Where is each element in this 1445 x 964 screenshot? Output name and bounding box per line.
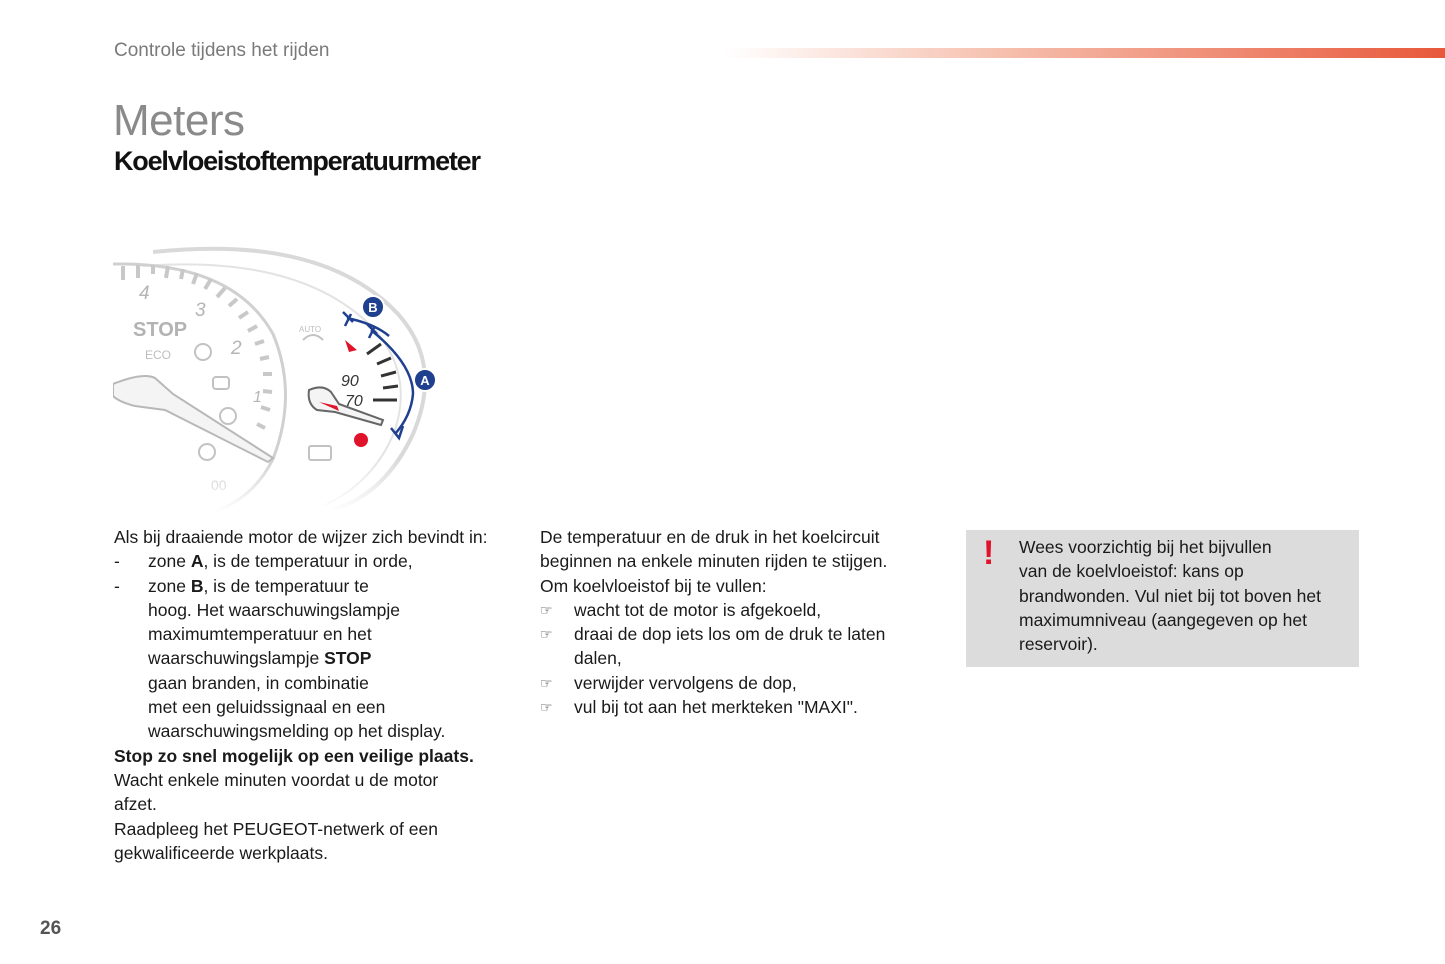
intro-text: Als bij draaiende motor de wijzer zich bevindt in: [114, 527, 488, 547]
zone-b-suffix: , is de temperatuur te [203, 575, 369, 596]
step-item [540, 622, 935, 671]
section-title: Koelvloeistoftemperatuurmeter [114, 146, 480, 176]
zone-b-line: maximumtemperatuur en het [148, 624, 372, 645]
zone-b-stop-line [148, 646, 514, 670]
warning-line: maximumniveau (aangegeven op het [1019, 609, 1307, 630]
pointing-hand-icon: ☞ [540, 626, 553, 643]
intro-line: Om koelvloeistof bij te vullen: [540, 575, 767, 596]
list-item-zone-b [114, 574, 514, 744]
page-number: 26 [40, 918, 62, 939]
step-text: wacht tot de motor is afgekoeld, [574, 599, 822, 620]
intro-line: beginnen na enkele minuten rijden te stijgen. [540, 551, 888, 572]
zone-b-line: waarschuwingsmelding op het display. [148, 721, 446, 742]
text-column-1 [114, 525, 514, 865]
wait-text-line: afzet. [114, 794, 157, 815]
step-item [540, 695, 935, 719]
step-text: vul bij tot aan het merkteken "MAXI". [574, 697, 858, 718]
warning-text [1019, 535, 1321, 656]
zone-b-line: gaan branden, in combinatie [148, 672, 369, 693]
coolant-gauge-illustration [113, 244, 453, 512]
warning-line: Wees voorzichtig bij het bijvullen [1019, 537, 1272, 557]
zone-b-prefix: zone [148, 575, 191, 596]
zone-b-stop-prefix: waarschuwingslampje [148, 648, 325, 669]
consult-text-line: Raadpleeg het PEUGEOT-netwerk of een [114, 818, 438, 839]
step-text: draai de dop iets los om de druk te laten [574, 624, 886, 645]
zone-a-letter: A [190, 551, 204, 572]
pointing-hand-icon: ☞ [540, 674, 553, 691]
warning-line: van de koelvloeistof: kans op [1019, 561, 1244, 582]
wait-text-line: Wacht enkele minuten voordat u de motor [114, 769, 439, 790]
pointing-hand-icon: ☞ [540, 601, 553, 618]
zone-a-suffix: , is de temperatuur in orde, [203, 551, 413, 572]
step-item [540, 671, 935, 695]
consult-text-line: gekwalificeerde werkplaats. [114, 842, 328, 863]
step-item [540, 598, 935, 622]
zone-b-line: hoog. Het waarschuwingslampje [148, 599, 400, 620]
warning-line: reservoir). [1019, 634, 1098, 655]
step-text: verwijder vervolgens de dop, [574, 672, 797, 693]
header-accent-bar [725, 48, 1445, 58]
warning-box [966, 530, 1359, 667]
intro-line: De temperatuur en de druk in het koelcircuit [540, 527, 880, 547]
bullet-dash: - [114, 551, 120, 572]
zone-b-stop-word: STOP [324, 648, 372, 669]
warning-line: brandwonden. Vul niet bij tot boven het [1019, 585, 1321, 606]
text-column-2 [540, 525, 935, 719]
zone-a-prefix: zone [148, 551, 191, 572]
header-section-title: Controle tijdens het rijden [114, 40, 330, 61]
exclamation-warning-icon: ! [983, 534, 995, 572]
list-item-zone-a [114, 549, 514, 573]
bullet-dash: - [114, 575, 120, 596]
stop-instruction: Stop zo snel mogelijk op een veilige plaats. [114, 745, 474, 766]
page-title: Meters [113, 96, 245, 145]
pointing-hand-icon: ☞ [540, 699, 553, 716]
step-text: dalen, [574, 648, 622, 669]
zone-b-letter: B [190, 575, 204, 596]
zone-b-line: met een geluidssignaal en een [148, 697, 386, 718]
